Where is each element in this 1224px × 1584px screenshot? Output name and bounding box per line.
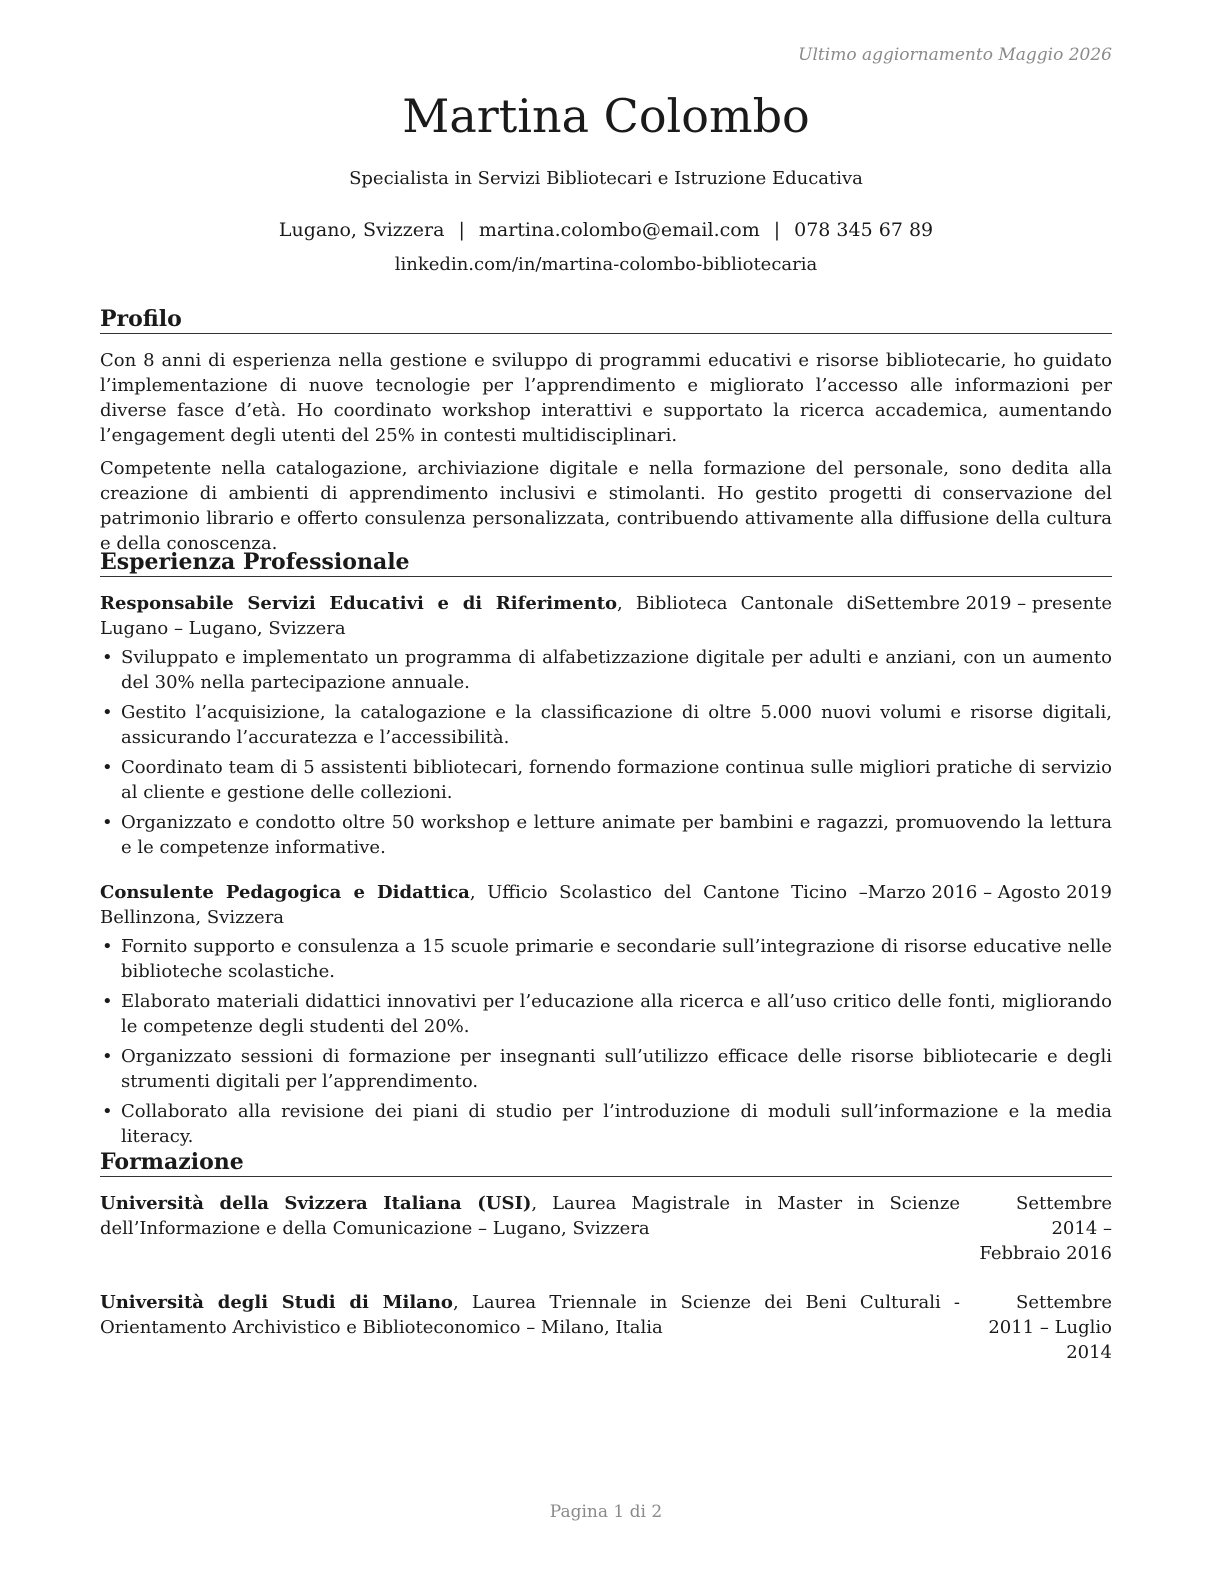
last-updated-note: Ultimo aggiornamento Maggio 2026 <box>798 45 1112 65</box>
list-item: • Organizzato sessioni di formazione per insegnanti sull’utilizzo efficace delle risorse bibliotecarie e degli strumenti digitali per l’apprendimento. <box>100 1044 1112 1094</box>
contact-location: Lugano, Svizzera <box>278 219 445 241</box>
linkedin-link[interactable]: linkedin.com/in/martina-colombo-bibliotecaria <box>394 254 818 275</box>
education-entry <box>100 1290 1112 1365</box>
education-detail <box>100 1191 960 1266</box>
job-bullets <box>100 645 1112 860</box>
list-item: • Fornito supporto e consulenza a 15 scuole primarie e secondarie sull’integrazione di risorse educative nelle biblioteche scolastiche. <box>100 934 1112 984</box>
job-role: Consulente Pedagogica e Didattica <box>100 882 470 903</box>
job-entry <box>100 591 1112 860</box>
job-entry <box>100 880 1112 1149</box>
candidate-subtitle: Specialista in Servizi Bibliotecari e Istruzione Educativa <box>349 168 863 189</box>
contact-separator: | <box>773 219 781 241</box>
job-title-line <box>100 880 868 930</box>
contact-phone: 078 345 67 89 <box>794 219 934 241</box>
contact-separator: | <box>458 219 465 241</box>
job-org: , Biblioteca Cantonale di Lugano – Lugano, Svizzera <box>100 593 864 639</box>
education-entry <box>100 1191 1112 1266</box>
job-org: , Ufficio Scolastico del Cantone Ticino – Bellinzona, Svizzera <box>100 882 868 928</box>
list-item: • Collaborato alla revisione dei piani di studio per l’introduzione di moduli sull’informazione e la media literacy. <box>100 1099 1112 1149</box>
education-degree: , Laurea Magistrale in Master in Scienze dell’Informazione e della Comunicazione – Lugano, Svizzera <box>100 1193 960 1239</box>
education-detail <box>100 1290 960 1365</box>
job-role: Responsabile Servizi Educativi e di Riferimento <box>100 593 618 614</box>
page-number: Pagina 1 di 2 <box>549 1502 663 1522</box>
job-dates: Marzo 2016 – Agosto 2019 <box>867 882 1112 903</box>
job-bullets <box>100 934 1112 1149</box>
profile-paragraph: Competente nella catalogazione, archiviazione digitale e nella formazione del personale, sono dedita alla creazione di ambienti di apprendimento inclusivi e stimolanti. Ho gestito progetti di conservazione del patrimonio librario e offerto consulenza personalizzata, contribuendo attivamente alla diffusione della cultura e della conoscenza. <box>100 458 1112 554</box>
job-dates: Settembre 2019 – presente <box>863 593 1112 614</box>
candidate-name: Martina Colombo <box>402 89 810 143</box>
list-item: • Organizzato e condotto oltre 50 workshop e letture animate per bambini e ragazzi, promuovendo la lettura e le competenze informative. <box>100 810 1112 860</box>
list-item: • Elaborato materiali didattici innovativi per l’educazione alla ricerca e all’uso critico delle fonti, migliorando le competenze degli studenti del 20%. <box>100 989 1112 1039</box>
education-school: Università degli Studi di Milano <box>100 1292 453 1313</box>
list-item: • Sviluppato e implementato un programma di alfabetizzazione digitale per adulti e anziani, con un aumento del 30% nella partecipazione annuale. <box>100 645 1112 695</box>
contact-email[interactable]: martina.colombo@email.com <box>478 219 760 241</box>
contact-line <box>100 218 1112 243</box>
list-item: • Gestito l’acquisizione, la catalogazione e la classificazione di oltre 5.000 nuovi volumi e risorse digitali, assicurando l’accuratezza e l’accessibilità. <box>100 700 1112 750</box>
list-item: • Coordinato team di 5 assistenti bibliotecari, fornendo formazione continua sulle migliori pratiche di servizio al cliente e gestione delle collezioni. <box>100 755 1112 805</box>
job-header <box>100 591 1112 641</box>
education-school: Università della Svizzera Italiana (USI) <box>100 1193 532 1214</box>
section-title-profile: Profilo <box>100 305 1112 334</box>
section-title-experience: Esperienza Professionale <box>100 548 1112 577</box>
education-section <box>100 1148 1112 1389</box>
profile-section <box>100 305 1112 564</box>
experience-section <box>100 548 1112 1154</box>
education-dates: Settembre 2011 – Luglio 2014 <box>988 1292 1112 1363</box>
education-degree: , Laurea Triennale in Scienze dei Beni Culturali - Orientamento Archivistico e Biblioteconomico – Milano, Italia <box>100 1292 961 1338</box>
profile-paragraph: Con 8 anni di esperienza nella gestione e sviluppo di programmi educativi e risorse bibliotecarie, ho guidato l’implementazione di nuove tecnologie per l’apprendimento e migliorato l’accesso alle informazioni per diverse fasce d’età. Ho coordinato workshop interattivi e supportato la ricerca accademica, aumentando l’engagement degli utenti del 25% in contesti multidisciplinari. <box>100 350 1112 446</box>
education-dates: Settembre 2014 – Febbraio 2016 <box>979 1193 1112 1264</box>
job-title-line <box>100 591 864 641</box>
job-header <box>100 880 1112 930</box>
section-title-education: Formazione <box>100 1148 1112 1177</box>
